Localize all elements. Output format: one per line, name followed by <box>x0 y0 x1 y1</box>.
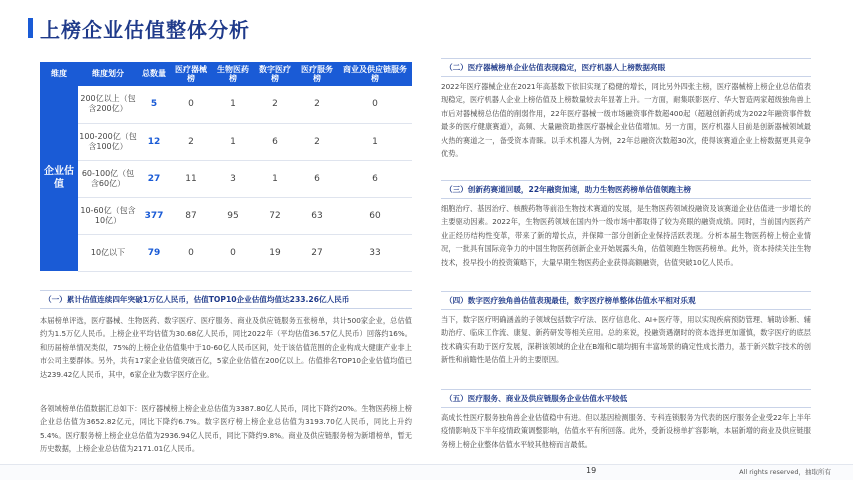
col-header-devices: 医疗器械榜 <box>170 62 212 86</box>
section-4-paragraph: 当下，数字医疗明确涵盖的子领域包括数字疗法、医疗信息化、AI+医疗等，用以实现疾病预防管理、辅助诊断、辅助治疗、临床工作流、康复、新药研发等相关应用。总的来说，投融资遇潮时的资本选择更加谨慎，数字医疗的底层技术确实有助于医疗发展，深耕该领域的企业在B端和C端均拥有丰富场景的确定性成长潜力，基于新兴数字技术的创新性和前瞻性是估值上升的主要原因。 <box>441 315 811 365</box>
total-cell: 377 <box>138 197 170 234</box>
section-1-heading: （一）累计估值连续四年突破1万亿人民币，估值TOP10企业估值均值达233.26亿人民币 <box>40 290 412 309</box>
table-row <box>40 197 412 234</box>
total-cell: 5 <box>138 86 170 123</box>
value-cell: 1 <box>254 160 296 197</box>
table-row <box>40 86 412 123</box>
col-header-biopharma: 生物医药榜 <box>212 62 254 86</box>
col-header-range: 维度划分 <box>78 62 138 86</box>
col-header-digital: 数字医疗榜 <box>254 62 296 86</box>
value-cell: 3 <box>212 160 254 197</box>
col-header-supply-chain: 商业及供应链服务榜 <box>338 62 412 86</box>
value-cell: 2 <box>296 123 338 160</box>
title-accent-bar <box>28 18 33 38</box>
copyright-note: All rights reserved，抽取所有 <box>739 468 831 476</box>
total-cell: 79 <box>138 234 170 271</box>
col-header-total: 总数量 <box>138 62 170 86</box>
col-header-dimension: 维度 <box>40 62 78 86</box>
range-cell: 10-60亿（包含10亿） <box>78 197 138 234</box>
total-cell: 12 <box>138 123 170 160</box>
section-3-heading: （三）创新药赛道回暖，22年融资加速，助力生物医药榜单估值领跑主榜 <box>441 180 811 199</box>
range-cell: 10亿以下 <box>78 234 138 271</box>
value-cell: 1 <box>212 86 254 123</box>
value-cell: 0 <box>212 234 254 271</box>
page-number: 19 <box>586 466 597 475</box>
section-2-paragraph: 2022年医疗器械企业在2021年高基数下依旧实现了稳健的增长，同比另外四张主榜，医疗器械榜上榜企业总估值表现稳定，医疗机器人企业上榜估值及上榜数量较去年显著上升。一方面，耐集联影医疗、华大智造两家超级独角兽上市后对器械榜总估值的削弱作用，22年医疗器械一级市场融资事件数超400起（超越创新药成为2022年融资事件数最多的医疗健康赛道），高频、大量融资助推医疗器械企业估值增加。另一方面，医疗机器人目前是创新器械领域最火热的赛道之一，备受资本青睐。以手术机器人为例，22年总融资次数超30次，使得该赛道企业上榜数据更具竞争优势。 <box>441 82 811 159</box>
section-1-paragraph-2: 各领域榜单估值数据汇总如下：医疗器械榜上榜企业总估值为3387.80亿人民币，同比下降约20%。生物医药榜上榜企业总估值为3652.82亿元，同比下降约6.7%。数字医疗榜上榜企业总估值为3193.70亿人民币，同比上升约5.4%。医疗服务榜上榜企业总估值为2936.94亿人民币，同比下降约9.8%。商业及供应链服务榜为新增榜单，暂无历史数据，上榜企业总估值为2171.01亿人民币。 <box>40 404 412 454</box>
value-cell: 6 <box>254 123 296 160</box>
table-row <box>40 234 412 271</box>
section-3-paragraph: 细胞治疗、基因治疗、核酸药物等前沿生物技术赛道的发展，是生物医药领域投融资及该赛道企业估值进一步增长的主要驱动因素。2022年，生物医药领域在国内外一级市场中都取得了较为亮眼的融资成绩。同时，当前国内医药产业正经历结构性变革，带来了新的增长点，并保障一部分创新企业保持活跃表现。分析本届生物医药榜上榜企业情况，一批具有国际竞争力的中国生物医药创新企业开始展露头角，估值领跑生物医药榜单。此外，资本持续关注生物技术，投早投小的投资策略下，大量早期生物医药企业获得高额融资，估值突破10亿人民币。 <box>441 204 811 267</box>
value-cell: 1 <box>212 123 254 160</box>
value-cell: 6 <box>296 160 338 197</box>
section-5-heading: （五）医疗服务、商业及供应链服务企业估值水平较低 <box>441 389 811 408</box>
table-row <box>40 160 412 197</box>
value-cell: 19 <box>254 234 296 271</box>
dimension-cell: 企业估值 <box>40 86 78 271</box>
footer-bar <box>0 465 853 480</box>
section-2-heading: （二）医疗器械榜单企业估值表现稳定，医疗机器人上榜数据亮眼 <box>441 58 811 77</box>
value-cell: 0 <box>170 86 212 123</box>
range-cell: 60-100亿（包含60亿） <box>78 160 138 197</box>
table-header-row <box>40 62 412 86</box>
value-cell: 60 <box>338 197 412 234</box>
value-cell: 33 <box>338 234 412 271</box>
section-4-heading: （四）数字医疗独角兽估值表现最佳，数字医疗榜单整体估值水平相对乐观 <box>441 291 811 310</box>
table-row <box>40 123 412 160</box>
valuation-table <box>40 62 412 272</box>
value-cell: 27 <box>296 234 338 271</box>
value-cell: 72 <box>254 197 296 234</box>
col-header-services: 医疗服务榜 <box>296 62 338 86</box>
value-cell: 2 <box>296 86 338 123</box>
value-cell: 87 <box>170 197 212 234</box>
range-cell: 200亿以上（包含200亿） <box>78 86 138 123</box>
value-cell: 63 <box>296 197 338 234</box>
section-1-paragraph-1: 本届榜单评选，医疗器械、生物医药、数字医疗、医疗服务、商业及供应链服务五张榜单，共计500家企业，总估值约为1.5万亿人民币。上榜企业平均估值为30.68亿人民币，同比2022年（平均估值36.57亿人民币）回落约16%。和历届榜单情况类似，75%的上榜企业估值集中于10-60亿人民币区间，处于该估值范围的企业构成大健康产业非上市公司主要群体。另外，共有17家企业估值突破百亿，5家企业估值在200亿以上。估值排名TOP10企业估值均值已达239.42亿人民币，其中，6家企业为数字医疗企业。 <box>40 316 412 379</box>
section-5-paragraph: 高成长性医疗服务独角兽企业估值稳中有进。但以基因检测服务、专科连锁服务为代表的医疗服务企业受22年上半年疫情影响及下半年疫情政策调整影响，估值水平有所回落。此外，受新设榜单扩容影响，本届新增的商业及供应链服务榜上榜企业整体估值水平较其他榜而言最低。 <box>441 413 811 449</box>
value-cell: 1 <box>338 123 412 160</box>
value-cell: 2 <box>170 123 212 160</box>
page-title: 上榜企业估值整体分析 <box>40 18 250 42</box>
value-cell: 2 <box>254 86 296 123</box>
value-cell: 11 <box>170 160 212 197</box>
value-cell: 6 <box>338 160 412 197</box>
total-cell: 27 <box>138 160 170 197</box>
value-cell: 0 <box>338 86 412 123</box>
value-cell: 0 <box>170 234 212 271</box>
range-cell: 100-200亿（包含100亿） <box>78 123 138 160</box>
value-cell: 95 <box>212 197 254 234</box>
